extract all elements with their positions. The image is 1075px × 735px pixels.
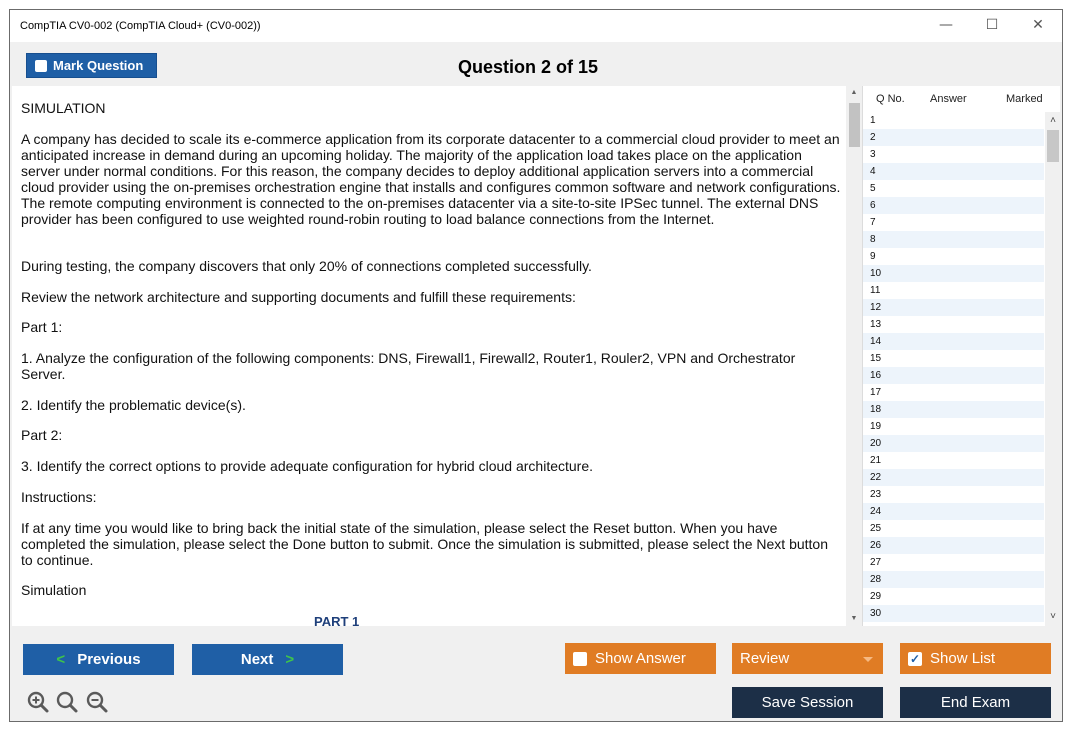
question-number: 2: [870, 132, 876, 143]
question-number: 17: [870, 387, 882, 398]
question-paragraph: Review the network architecture and supporting documents and fulfill these requirements:: [21, 289, 576, 305]
simulation-part-label: PART 1: [314, 614, 360, 626]
question-number: 4: [870, 166, 876, 177]
review-label: Review: [740, 650, 790, 667]
question-number: 8: [870, 234, 876, 245]
close-button[interactable]: ✕: [1032, 17, 1044, 33]
question-list-row[interactable]: [863, 197, 1044, 214]
question-list-row[interactable]: [863, 333, 1044, 350]
question-list-rows: [863, 112, 1044, 622]
save-session-button[interactable]: [732, 687, 883, 718]
save-session-label: Save Session: [761, 694, 854, 711]
previous-label: Previous: [77, 651, 141, 668]
question-number: 6: [870, 200, 876, 211]
question-paragraph: Part 1:: [21, 319, 63, 335]
question-list-row[interactable]: [863, 571, 1044, 588]
question-list-row[interactable]: [863, 418, 1044, 435]
question-paragraph: 2. Identify the problematic device(s).: [21, 397, 246, 413]
question-number: 29: [870, 591, 882, 602]
question-number: 22: [870, 472, 882, 483]
maximize-button[interactable]: ☐: [985, 17, 999, 33]
question-list-scroll-thumb[interactable]: [1047, 130, 1059, 162]
question-paragraph: Part 2:: [21, 427, 63, 443]
end-exam-button[interactable]: [900, 687, 1051, 718]
question-list-row[interactable]: [863, 146, 1044, 163]
question-list-row[interactable]: [863, 214, 1044, 231]
end-exam-label: End Exam: [940, 694, 1011, 711]
question-list-row[interactable]: [863, 112, 1044, 129]
question-list-row[interactable]: [863, 554, 1044, 571]
question-number: 10: [870, 268, 882, 279]
question-header: [10, 42, 1062, 86]
question-list-panel: [862, 86, 1060, 626]
question-list-row[interactable]: [863, 231, 1044, 248]
question-number: 16: [870, 370, 882, 381]
chevron-left-icon: <: [56, 651, 66, 668]
question-number: 7: [870, 217, 876, 228]
zoom-out-icon[interactable]: [85, 690, 109, 714]
checkmark-icon: ✓: [909, 651, 921, 666]
next-label: Next: [240, 651, 274, 668]
question-list-row[interactable]: [863, 384, 1044, 401]
question-list-row[interactable]: [863, 248, 1044, 265]
question-number: 19: [870, 421, 882, 432]
question-heading: SIMULATION: [21, 100, 106, 116]
checkbox-icon: [573, 652, 587, 666]
question-number: 21: [870, 455, 882, 466]
question-list-row[interactable]: [863, 282, 1044, 299]
footer-toolbar: [10, 626, 1062, 721]
minimize-button[interactable]: —: [939, 17, 953, 33]
question-number: 30: [870, 608, 882, 619]
column-q-no: Q No.: [876, 93, 905, 105]
question-list-row[interactable]: [863, 452, 1044, 469]
chevron-up-icon[interactable]: ˄: [1050, 115, 1056, 126]
question-number: 24: [870, 506, 882, 517]
chevron-down-icon[interactable]: ˅: [1050, 611, 1056, 622]
question-list-row[interactable]: [863, 163, 1044, 180]
question-list-row[interactable]: [863, 503, 1044, 520]
scroll-down-icon[interactable]: ▼: [850, 615, 858, 622]
question-number: 23: [870, 489, 882, 500]
question-content: [12, 86, 846, 626]
question-list-row[interactable]: [863, 588, 1044, 605]
zoom-reset-icon[interactable]: [55, 690, 79, 714]
question-list-row[interactable]: [863, 316, 1044, 333]
question-counter: Question 2 of 15: [458, 57, 599, 77]
question-list-row[interactable]: [863, 350, 1044, 367]
chevron-right-icon: >: [285, 651, 295, 668]
column-marked: Marked: [1006, 93, 1043, 105]
question-paragraph: 3. Identify the correct options to provide adequate configuration for hybrid cloud architecture.: [21, 458, 594, 474]
question-number: 1: [870, 115, 876, 126]
question-list-row[interactable]: [863, 180, 1044, 197]
content-scroll-thumb[interactable]: [849, 103, 860, 147]
question-number: 15: [870, 353, 882, 364]
column-answer: Answer: [930, 93, 967, 105]
scroll-up-icon[interactable]: ▲: [850, 89, 858, 96]
question-paragraph: Simulation: [21, 582, 87, 598]
mark-question-button[interactable]: [26, 53, 157, 78]
question-list-row[interactable]: [863, 486, 1044, 503]
window-title: CompTIA CV0-002 (CompTIA Cloud+ (CV0-002)): [20, 20, 261, 32]
question-number: 3: [870, 149, 876, 160]
show-answer-label: Show Answer: [595, 650, 686, 667]
question-list-row[interactable]: [863, 265, 1044, 282]
title-bar: [10, 10, 1062, 42]
content-scrollbar[interactable]: [846, 86, 862, 626]
mark-question-label: Mark Question: [53, 58, 144, 73]
question-list-row[interactable]: [863, 605, 1044, 622]
question-paragraph: Instructions:: [21, 489, 97, 505]
question-number: 27: [870, 557, 882, 568]
question-list-row[interactable]: [863, 537, 1044, 554]
question-number: 25: [870, 523, 882, 534]
question-list-row[interactable]: [863, 435, 1044, 452]
question-list-row[interactable]: [863, 129, 1044, 146]
app-window: [9, 9, 1063, 722]
question-number: 14: [870, 336, 882, 347]
question-list-row[interactable]: [863, 520, 1044, 537]
question-number: 11: [870, 285, 881, 296]
previous-button[interactable]: [23, 644, 174, 675]
question-number: 13: [870, 319, 882, 330]
question-list-row[interactable]: [863, 367, 1044, 384]
question-number: 12: [870, 302, 882, 313]
question-paragraph: 1. Analyze the configuration of the following components: DNS, Firewall1, Firewall2, Router1, Rouler2, VPN and Orchestrator Server.: [21, 350, 796, 382]
question-number: 28: [870, 574, 882, 585]
zoom-in-icon[interactable]: [26, 690, 50, 714]
question-paragraph: During testing, the company discovers that only 20% of connections completed successfully.: [21, 258, 592, 274]
question-list-row[interactable]: [863, 469, 1044, 486]
question-list-row[interactable]: [863, 299, 1044, 316]
question-number: 26: [870, 540, 882, 551]
question-paragraph: If at any time you would like to bring back the initial state of the simulation, please select the Reset button. When you have completed the simulation, please select the Done button to submit. Once the simulation is submitted, please select the Next button to continue.: [21, 520, 829, 568]
show-list-label: Show List: [930, 650, 996, 667]
question-number: 5: [870, 183, 876, 194]
question-list-scrollbar[interactable]: [1045, 112, 1061, 626]
question-number: 20: [870, 438, 882, 449]
show-list-button[interactable]: [900, 643, 1051, 674]
question-list-row[interactable]: [863, 401, 1044, 418]
question-number: 18: [870, 404, 882, 415]
next-button[interactable]: [192, 644, 343, 675]
show-answer-button[interactable]: [565, 643, 716, 674]
question-paragraph: A company has decided to scale its e-commerce application from its corporate datacenter to a commercial cloud provider to meet an anticipated increase in demand during an upcoming holiday. The majority of the application load takes place on the application server under normal conditions. For this reason, the company decides to deploy additional application servers into a commercial cloud provider using the on-premises orchestration engine that installs and configures common software and network configurations. The remote computing environment is connected to the on-premises datacenter via a site-to-site IPSec tunnel. The external DNS provider has been configured to use weighted round-robin routing to load balance connections from the Internet.: [21, 131, 841, 227]
question-list-header: [863, 86, 1061, 112]
checkbox-icon: [35, 60, 47, 72]
question-number: 9: [870, 251, 876, 262]
dropdown-arrow-icon: [863, 657, 873, 662]
review-dropdown[interactable]: [732, 643, 883, 674]
